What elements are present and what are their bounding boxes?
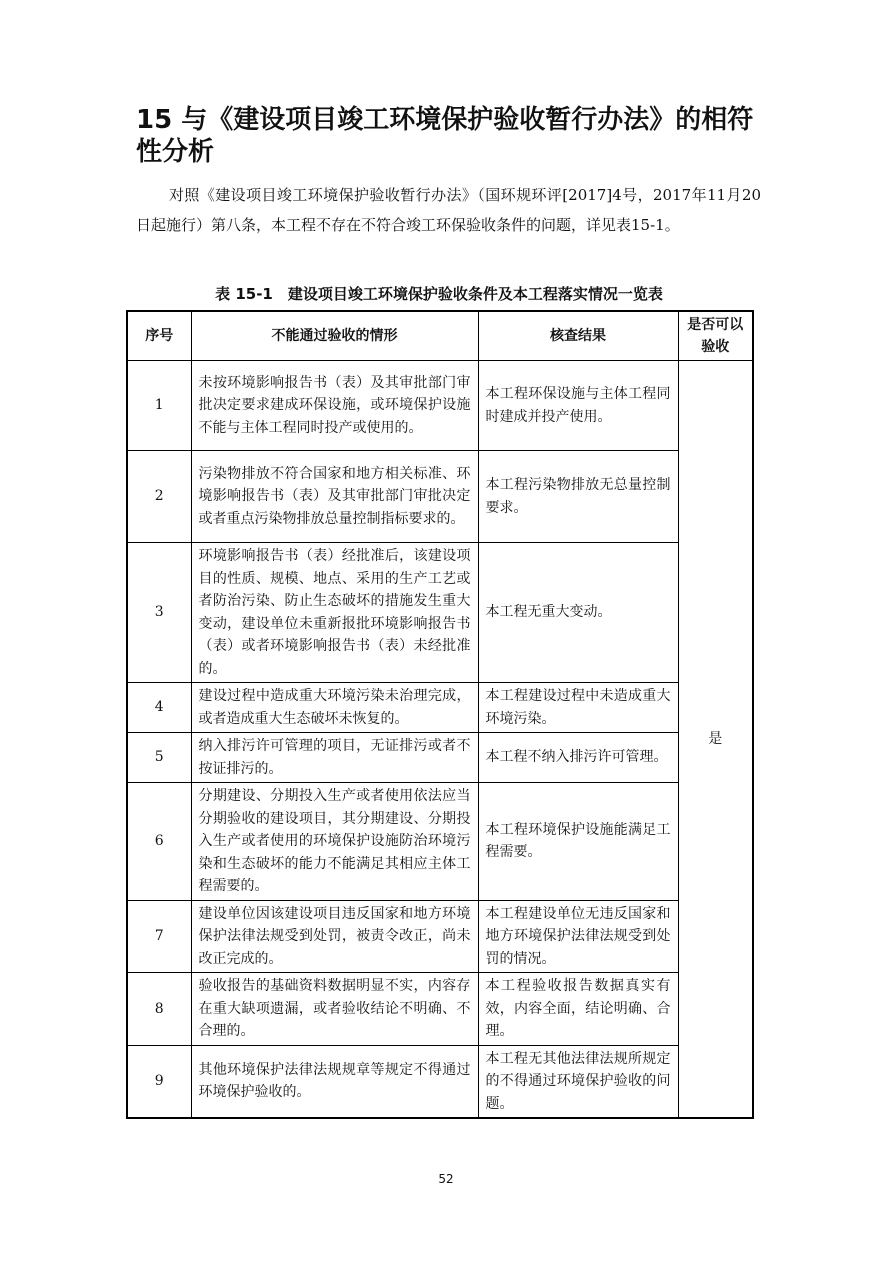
row-number: 3: [127, 543, 191, 683]
row-condition: 验收报告的基础资料数据明显不实，内容存在重大缺项遗漏，或者验收结论不明确、不合理的。: [191, 973, 478, 1046]
header-acceptable: 是否可以验收: [678, 311, 753, 361]
row-number: 7: [127, 900, 191, 973]
row-number: 8: [127, 973, 191, 1046]
table-row: [127, 973, 753, 1046]
acceptable-cell: 是: [678, 361, 753, 1119]
row-condition: 分期建设、分期投入生产或者使用依法应当分期验收的建设项目，其分期建设、分期投入生产或者使用的环境保护设施防治环境污染和生态破坏的能力不能满足其相应主体工程需要的。: [191, 783, 478, 901]
row-number: 9: [127, 1045, 191, 1118]
table-row: [127, 783, 753, 901]
row-number: 1: [127, 361, 191, 451]
row-number: 5: [127, 733, 191, 783]
row-number: 6: [127, 783, 191, 901]
row-number: 4: [127, 683, 191, 733]
row-number: 2: [127, 451, 191, 543]
row-condition: 纳入排污许可管理的项目，无证排污或者不按证排污的。: [191, 733, 478, 783]
acceptance-table: [126, 310, 754, 1119]
row-result: 本工程验收报告数据真实有效，内容全面，结论明确、合理。: [478, 973, 678, 1046]
row-condition: 其他环境保护法律法规规章等规定不得通过环境保护验收的。: [191, 1045, 478, 1118]
header-condition: 不能通过验收的情形: [191, 311, 478, 361]
table-row: [127, 900, 753, 973]
table-header-row: [127, 311, 753, 361]
row-result: 本工程无重大变动。: [478, 543, 678, 683]
row-result: 本工程不纳入排污许可管理。: [478, 733, 678, 783]
row-condition: 污染物排放不符合国家和地方相关标准、环境影响报告书（表）及其审批部门审批决定或者重点污染物排放总量控制指标要求的。: [191, 451, 478, 543]
row-result: 本工程建设过程中未造成重大环境污染。: [478, 683, 678, 733]
row-result: 本工程环保设施与主体工程同时建成并投产使用。: [478, 361, 678, 451]
section-heading: 15 与《建设项目竣工环境保护验收暂行办法》的相符性分析: [136, 105, 754, 167]
row-condition: 建设过程中造成重大环境污染未治理完成，或者造成重大生态破坏未恢复的。: [191, 683, 478, 733]
page-number: 52: [438, 1172, 454, 1186]
table-row: [127, 451, 753, 543]
table-row: [127, 683, 753, 733]
header-result: 核查结果: [478, 311, 678, 361]
row-condition: 建设单位因该建设项目违反国家和地方环境保护法律法规受到处罚，被责令改正，尚未改正完成的。: [191, 900, 478, 973]
row-result: 本工程环境保护设施能满足工程需要。: [478, 783, 678, 901]
body-paragraph: 对照《建设项目竣工环境保护验收暂行办法》（国环规环评[2017]4号，2017年11月20日起施行）第八条，本工程不存在不符合竣工环保验收条件的问题，详见表15-1。: [136, 186, 761, 234]
row-condition: 环境影响报告书（表）经批准后，该建设项目的性质、规模、地点、采用的生产工艺或者防治污染、防止生态破坏的措施发生重大变动，建设单位未重新报批环境影响报告书（表）或者环境影响报告书（表）未经批准的。: [191, 543, 478, 683]
table-row: [127, 543, 753, 683]
row-condition: 未按环境影响报告书（表）及其审批部门审批决定要求建成环保设施，或环境保护设施不能与主体工程同时投产或使用的。: [191, 361, 478, 451]
row-result: 本工程无其他法律法规所规定的不得通过环境保护验收的问题。: [478, 1045, 678, 1118]
header-no: 序号: [127, 311, 191, 361]
row-result: 本工程污染物排放无总量控制要求。: [478, 451, 678, 543]
table-caption: 表 15-1 建设项目竣工环境保护验收条件及本工程落实情况一览表: [215, 285, 663, 303]
table-row: [127, 733, 753, 783]
table-row: [127, 361, 753, 451]
row-result: 本工程建设单位无违反国家和地方环境保护法律法规受到处罚的情况。: [478, 900, 678, 973]
table-row: [127, 1045, 753, 1118]
